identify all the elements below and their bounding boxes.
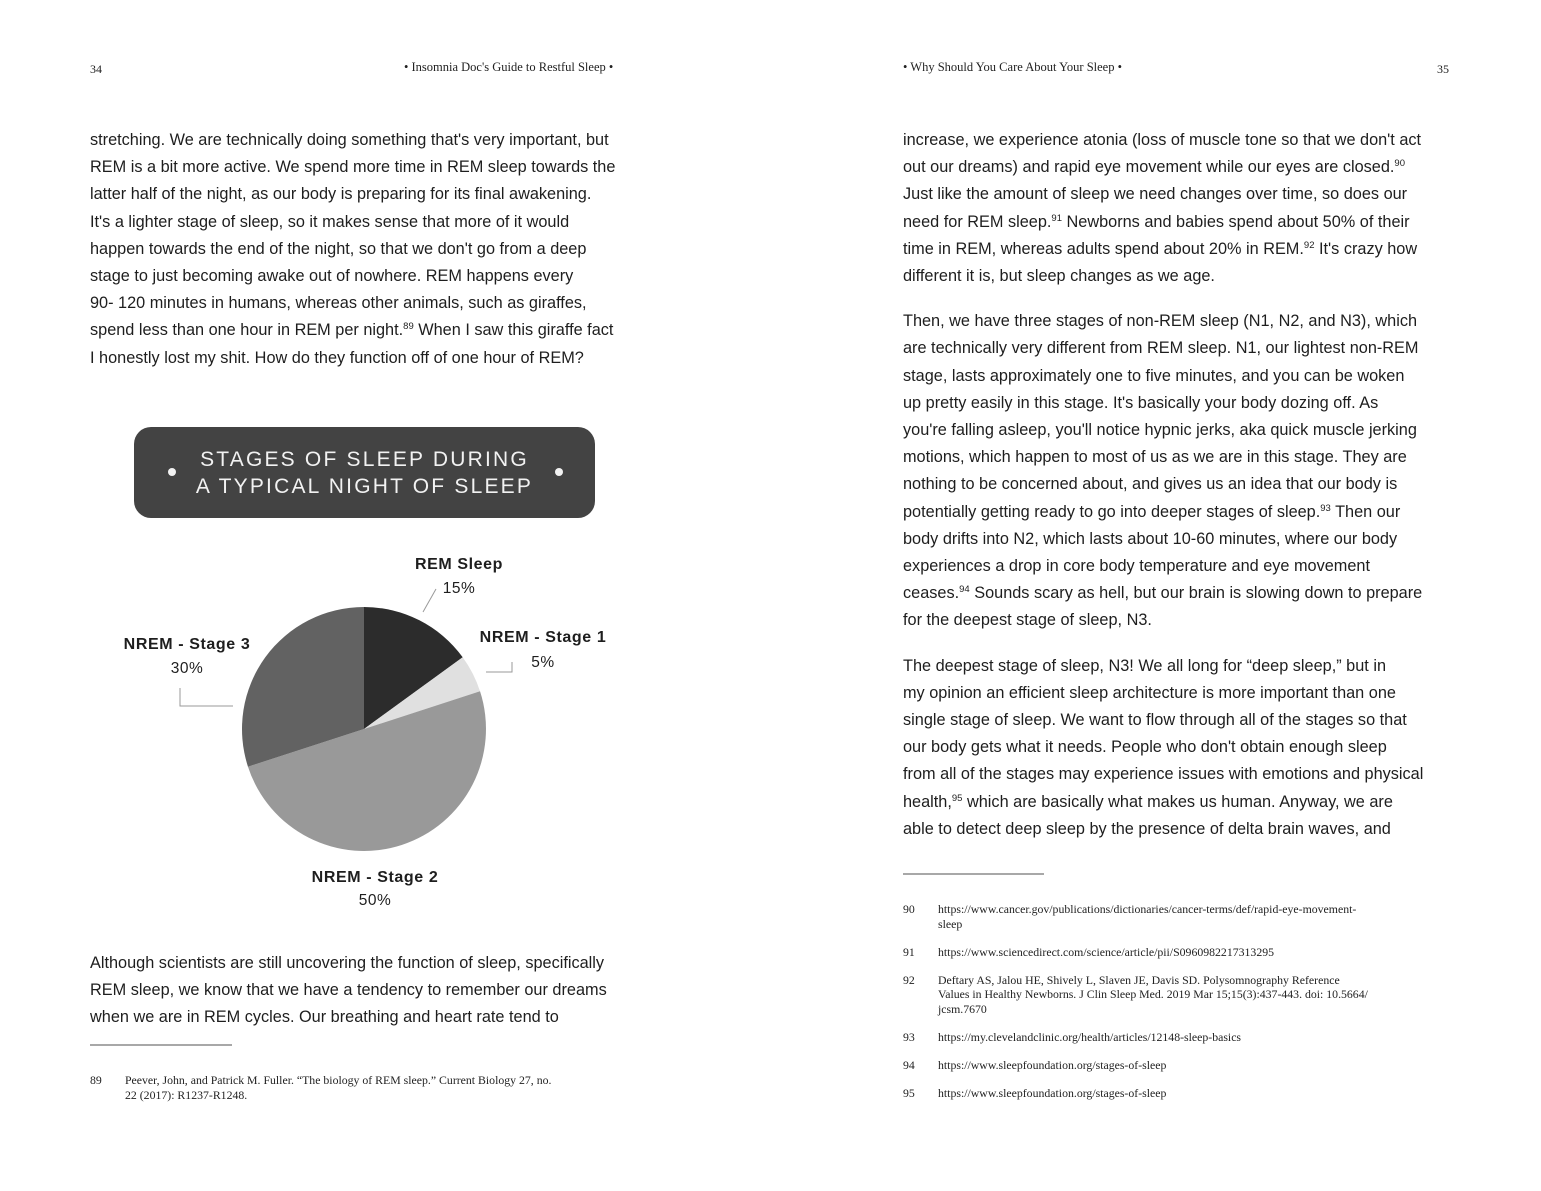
text-segment: up pretty easily in this stage. It's basically your body dozing off. As [903, 393, 1379, 412]
left-footnotes [90, 1073, 635, 1116]
footnote-text [938, 1058, 1453, 1073]
text-segment: our body gets what it needs. People who don't obtain enough sleep [903, 738, 1387, 757]
text-line: REM is a bit more active. We spend more time in REM sleep towards the [90, 158, 616, 177]
footnote-ref[interactable]: 89 [403, 321, 414, 333]
footnote-line[interactable]: https://www.sleepfoundation.org/stages-of-sleep [938, 1085, 1167, 1100]
footnote-text [938, 1086, 1453, 1101]
right-page-number: 35 [1437, 62, 1449, 76]
footnote-text [938, 945, 1453, 960]
text-line [903, 761, 1423, 788]
slice-label-stage3: NREM - Stage 3 [123, 636, 251, 653]
text-segment: The deepest stage of sleep, N3! We all long for “deep sleep,” but in [903, 656, 1386, 675]
footnote-ref[interactable]: 92 [1303, 239, 1315, 251]
paragraph-gap [903, 290, 1423, 308]
footnote-rule [903, 873, 1044, 875]
paragraph-gap [903, 635, 1423, 653]
footnote [903, 945, 1453, 960]
left-page-number: 34 [90, 62, 102, 76]
footnote-line: Peever, John, and Patrick M. Fuller. “The biology of REM sleep.” Current Biology 27, no. [125, 1073, 552, 1087]
text-segment: Just like the amount of sleep we need changes over time, so does our [903, 185, 1408, 204]
slice-value-stage3: 30% [170, 660, 204, 677]
text-segment: which are basically what makes us human. Anyway, we are [962, 792, 1393, 811]
footnote-text [938, 973, 1453, 1017]
footnote-number: 93 [903, 1029, 915, 1044]
slice-label-stage1: NREM - Stage 1 [479, 629, 607, 646]
left-running-head: • Insomnia Doc's Guide to Restful Sleep • [404, 60, 614, 74]
footnote-number: 90 [903, 902, 915, 916]
text-segment: time in REM, whereas adults spend about 20% in REM. [903, 239, 1304, 258]
footnote-number: 89 [90, 1073, 102, 1087]
footnote-ref[interactable]: 91 [1051, 212, 1062, 224]
right-paragraph-1 [903, 127, 1423, 290]
text-segment: you're falling asleep, you'll notice hypnic jerks, aka quick muscle jerking [903, 421, 1417, 440]
right-body [903, 127, 1423, 843]
footnote-line[interactable]: https://www.sciencedirect.com/science/article/pii/S0960982217313295 [938, 944, 1275, 959]
footnote-line[interactable]: https://www.cancer.gov/publications/dictionaries/cancer-terms/def/rapid-eye-movement- [938, 902, 1357, 916]
text-line: 90- 120 minutes in humans, whereas other animals, such as giraffes, [90, 294, 587, 313]
text-line: happen towards the end of the night, so that we don't go from a deep [90, 239, 587, 258]
text-line [903, 580, 1423, 607]
text-line [903, 707, 1423, 734]
footnote-line[interactable]: Values in Healthy Newborns. J Clin Sleep Med. 2019 Mar 15;15(3):437-443. doi: 10.5664/ [938, 987, 1368, 1001]
text-line [903, 236, 1423, 263]
text-line [903, 471, 1423, 498]
text-line [903, 263, 1423, 290]
text-line [903, 363, 1423, 390]
text-segment: for the deepest stage of sleep, N3. [903, 611, 1152, 630]
text-segment: stage, lasts approximately one to five minutes, and you can be woken [903, 366, 1405, 385]
text-line: stretching. We are technically doing something that's very important, but [90, 131, 609, 149]
text-segment: body drifts into N2, which lasts about 10-60 minutes, where our body [903, 529, 1398, 548]
right-paragraph-2 [903, 308, 1423, 634]
footnote-ref[interactable]: 93 [1320, 502, 1331, 514]
text-line [903, 526, 1423, 553]
footnote-number: 95 [903, 1085, 915, 1100]
footnote-ref[interactable]: 95 [951, 792, 963, 804]
text-segment: need for REM sleep. [903, 212, 1052, 231]
footnote [90, 1073, 635, 1102]
text-line [903, 390, 1423, 417]
footnote [903, 1030, 1453, 1045]
slice-label-rem: REM Sleep [414, 556, 504, 573]
text-line: stage to just becoming awake out of nowhere. REM happens every [90, 267, 574, 286]
footnote-number: 94 [903, 1057, 915, 1072]
text-segment: from all of the stages may experience issues with emotions and physical [903, 765, 1424, 784]
text-segment: able to detect deep sleep by the presence of delta brain waves, and [903, 819, 1391, 838]
text-segment: different it is, but sleep changes as we age. [903, 267, 1215, 286]
left-paragraph-bottom [90, 950, 607, 1032]
slice-value-rem: 15% [442, 580, 476, 597]
footnote-text [938, 902, 1453, 931]
footnote-number: 91 [903, 944, 915, 959]
text-segment: potentially getting ready to go into deeper stages of sleep. [903, 502, 1321, 521]
leader-line-stage1 [486, 662, 512, 672]
text-segment: Then, we have three stages of non-REM sleep (N1, N2, and N3), which [903, 312, 1418, 331]
footnote-rule [90, 1044, 232, 1046]
text-line [903, 127, 1423, 154]
text-segment: health, [903, 792, 952, 811]
slice-value-stage2: 50% [358, 892, 392, 909]
footnote-line[interactable]: https://www.sleepfoundation.org/stages-of-sleep [938, 1057, 1167, 1072]
text-segment: are technically very different from REM sleep. N1, our lightest non-REM [903, 339, 1419, 358]
text-segment: spend less than one hour in REM per night. [90, 321, 404, 340]
chart-title-line: STAGES OF SLEEP DURING [200, 448, 529, 471]
footnote-line[interactable]: Deftary AS, Jalou HE, Shively L, Slaven JE, Davis SD. Polysomnography Reference [938, 972, 1340, 987]
text-line [903, 417, 1423, 444]
right-footnotes [903, 902, 1453, 1114]
text-line [903, 607, 1423, 634]
right-running-head: • Why Should You Care About Your Sleep • [903, 60, 1122, 74]
text-line: REM sleep, we know that we have a tendency to remember our dreams [90, 981, 607, 1000]
text-line [903, 209, 1423, 236]
footnote-number: 92 [903, 972, 915, 987]
footnote-text [125, 1073, 635, 1102]
text-line [903, 553, 1423, 580]
text-line [903, 181, 1423, 208]
pie-slices [242, 607, 486, 851]
text-segment: single stage of sleep. We want to flow through all of the stages so that [903, 711, 1407, 730]
footnote-line[interactable]: sleep [938, 916, 963, 931]
slice-label-stage2: NREM - Stage 2 [311, 869, 439, 886]
footnote [903, 973, 1453, 1017]
text-segment: motions, which happen to most of us as we are in this stage. They are [903, 448, 1407, 467]
footnote [903, 1058, 1453, 1073]
text-segment: my opinion an efficient sleep architecture is more important than one [903, 683, 1396, 702]
text-line: latter half of the night, as our body is preparing for its final awakening. [90, 185, 592, 204]
pie-chart [0, 0, 720, 930]
text-line [903, 680, 1423, 707]
text-line [903, 335, 1423, 362]
text-line [903, 308, 1423, 335]
text-segment: increase, we experience atonia (loss of muscle tone so that we don't act [903, 131, 1422, 149]
text-segment: It's crazy how [1314, 239, 1418, 258]
footnote-line: 22 (2017): R1237-R1248. [125, 1087, 248, 1102]
leader-line-stage3 [180, 688, 233, 706]
footnote-line[interactable]: jcsm.7670 [938, 1001, 987, 1016]
footnote-line[interactable]: https://my.clevelandclinic.org/health/articles/12148-sleep-basics [938, 1029, 1242, 1044]
text-segment: Sounds scary as hell, but our brain is slowing down to prepare [969, 584, 1423, 603]
text-line: when we are in REM cycles. Our breathing and heart rate tend to [90, 1008, 559, 1027]
text-line [903, 444, 1423, 471]
text-line [903, 816, 1423, 843]
leader-line-rem [423, 589, 436, 612]
text-line [903, 734, 1423, 761]
text-segment: When I saw this giraffe fact [413, 321, 614, 340]
chart-title-line: A TYPICAL NIGHT OF SLEEP [195, 475, 534, 498]
text-segment: out our dreams) and rapid eye movement while our eyes are closed. [903, 158, 1395, 177]
footnote-ref[interactable]: 94 [959, 584, 970, 596]
text-segment: Newborns and babies spend about 50% of their [1062, 212, 1410, 231]
text-segment: Then our [1330, 502, 1401, 521]
text-line: I honestly lost my shit. How do they function off of one hour of REM? [90, 348, 584, 367]
right-paragraph-3 [903, 653, 1423, 843]
footnote [903, 1086, 1453, 1101]
footnote-text [938, 1030, 1453, 1045]
text-line: It's a lighter stage of sleep, so it makes sense that more of it would [90, 212, 570, 231]
text-line [903, 154, 1423, 181]
text-line [903, 499, 1423, 526]
footnote [903, 902, 1453, 931]
footnote-ref[interactable]: 90 [1394, 158, 1405, 170]
slice-value-stage1: 5% [531, 654, 555, 671]
text-segment: ceases. [903, 584, 960, 603]
text-segment: experiences a drop in core body temperature and eye movement [903, 557, 1370, 576]
text-segment: nothing to be concerned about, and gives us an idea that our body is [903, 475, 1398, 494]
text-line: Although scientists are still uncovering the function of sleep, specifically [90, 954, 605, 972]
text-line [903, 789, 1423, 816]
text-line [903, 653, 1423, 680]
